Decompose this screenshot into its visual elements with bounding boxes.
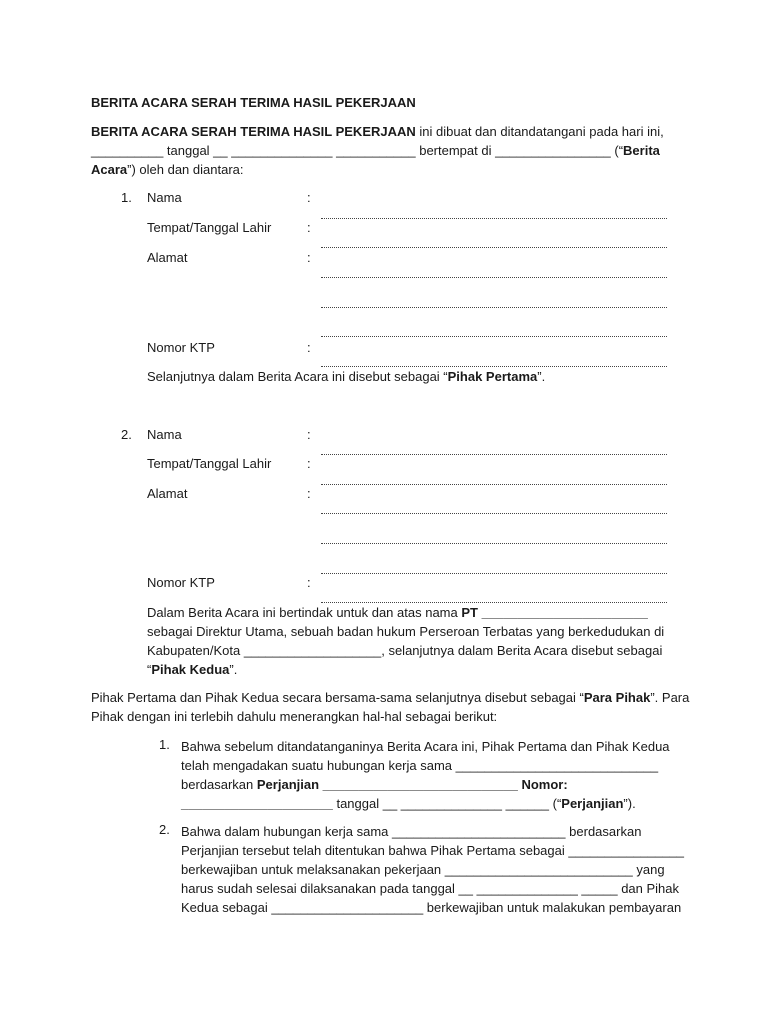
item1-line3-bold: Perjanjian ___________________________ Nomor:	[256, 777, 568, 792]
party1-note-post: ”.	[537, 369, 546, 384]
party2-ttl-colon: :	[307, 456, 311, 471]
party2-note-line4-pre: “	[147, 662, 152, 677]
party2-ttl-fill-line	[321, 484, 667, 485]
party2-note	[147, 603, 667, 679]
para-pihak-line2: Pihak dengan ini terlebih dahulu menerangkan hal-hal sebagai berikut:	[91, 709, 498, 724]
party1-nama-label: Nama	[147, 190, 182, 205]
item1-line1: Bahwa sebelum ditandatanganinya Berita Acara ini, Pihak Pertama dan Pihak Kedua	[181, 739, 670, 754]
item2-text	[181, 822, 685, 917]
intro-line3: ”) oleh dan diantara:	[127, 162, 244, 177]
party2-alamat-colon: :	[307, 486, 311, 501]
party1-ktp-label: Nomor KTP	[147, 340, 215, 355]
party1-nama-fill-line	[321, 218, 667, 219]
item2-number: 2.	[159, 822, 170, 837]
document-title: BERITA ACARA SERAH TERIMA HASIL PEKERJAAN	[91, 95, 416, 110]
para-pihak-paragraph	[91, 688, 691, 726]
party1-alamat-fill-line	[321, 336, 667, 337]
item2-line2: Perjanjian tersebut telah ditentukan bahwa Pihak Pertama sebagai ________________	[181, 843, 685, 858]
party1-alamat-label: Alamat	[147, 250, 188, 265]
intro-line2: __________ tanggal __ ______________ ___________ bertempat di ________________ (“	[91, 143, 624, 158]
para-pihak-line1-pre: Pihak Pertama dan Pihak Kedua secara bersama-sama selanjutnya disebut sebagai “	[91, 690, 584, 705]
party1-ttl-colon: :	[307, 220, 311, 235]
party2-alamat-fill-line	[321, 513, 667, 514]
party2-alamat-fill-line	[321, 543, 667, 544]
item1-line4-mid: tanggal __ ______________ ______ (“	[332, 796, 562, 811]
party2-nama-fill-line	[321, 454, 667, 455]
item1-line4-bold2: Perjanjian	[561, 796, 624, 811]
party1-alamat-colon: :	[307, 250, 311, 265]
party2-ktp-colon: :	[307, 575, 311, 590]
party1-alamat-fill-line	[321, 307, 667, 308]
party2-nama-colon: :	[307, 427, 311, 442]
intro-paragraph	[91, 122, 691, 179]
intro-line1: ini dibuat dan ditandatangani pada hari ini,	[415, 124, 664, 139]
intro-line3-bold: Acara	[91, 162, 128, 177]
party2-note-line3: Kabupaten/Kota ___________________, selanjutnya dalam Berita Acara disebut sebagai	[147, 643, 663, 658]
party2-ktp-label: Nomor KTP	[147, 575, 215, 590]
item1-line4-post: ”).	[623, 796, 636, 811]
party1-note-pre: Selanjutnya dalam Berita Acara ini disebut sebagai “	[147, 369, 448, 384]
party2-note-line4-post: ”.	[229, 662, 238, 677]
item2-line4: harus sudah selesai dilaksanakan pada tanggal __ ______________ _____ dan Pihak	[181, 881, 680, 896]
item2-line1: Bahwa dalam hubungan kerja sama ________________________ berdasarkan	[181, 824, 642, 839]
intro-bold-title: BERITA ACARA SERAH TERIMA HASIL PEKERJAAN	[91, 124, 416, 139]
para-pihak-line1-post: ”. Para	[650, 690, 690, 705]
party1-note	[147, 369, 545, 384]
party2-alamat-fill-line	[321, 573, 667, 574]
item2-line3: berkewajiban untuk melaksanakan pekerjaan __________________________ yang	[181, 862, 665, 877]
party2-nama-label: Nama	[147, 427, 182, 442]
party1-alamat-fill-line	[321, 277, 667, 278]
party1-ktp-colon: :	[307, 340, 311, 355]
party2-alamat-label: Alamat	[147, 486, 188, 501]
party2-note-bold: Pihak Kedua	[151, 662, 230, 677]
para-pihak-bold: Para Pihak	[583, 690, 651, 705]
party1-ttl-label: Tempat/Tanggal Lahir	[147, 220, 272, 235]
item1-line3-pre: berdasarkan	[181, 777, 257, 792]
item1-line4-bold: _____________________	[181, 796, 333, 811]
party1-nama-colon: :	[307, 190, 311, 205]
party1-ktp-fill-line	[321, 366, 667, 367]
item2-line5: Kedua sebagai _____________________ berkewajiban untuk malakukan pembayaran	[181, 900, 682, 915]
party1-note-bold: Pihak Pertama	[447, 369, 538, 384]
party2-note-line2: sebagai Direktur Utama, sebuah badan hukum Perseroan Terbatas yang berkedudukan di	[147, 624, 665, 639]
party2-note-pt: PT _______________________	[461, 605, 648, 620]
party2-number: 2.	[121, 427, 132, 442]
party2-note-line1: Dalam Berita Acara ini bertindak untuk dan atas nama	[147, 605, 462, 620]
intro-line2-bold: Berita	[623, 143, 660, 158]
item1-number: 1.	[159, 737, 170, 752]
party2-ttl-label: Tempat/Tanggal Lahir	[147, 456, 272, 471]
item1-text	[181, 737, 671, 813]
party1-ttl-fill-line	[321, 247, 667, 248]
item1-line2: telah mengadakan suatu hubungan kerja sama ____________________________	[181, 758, 659, 773]
party1-number: 1.	[121, 190, 132, 205]
